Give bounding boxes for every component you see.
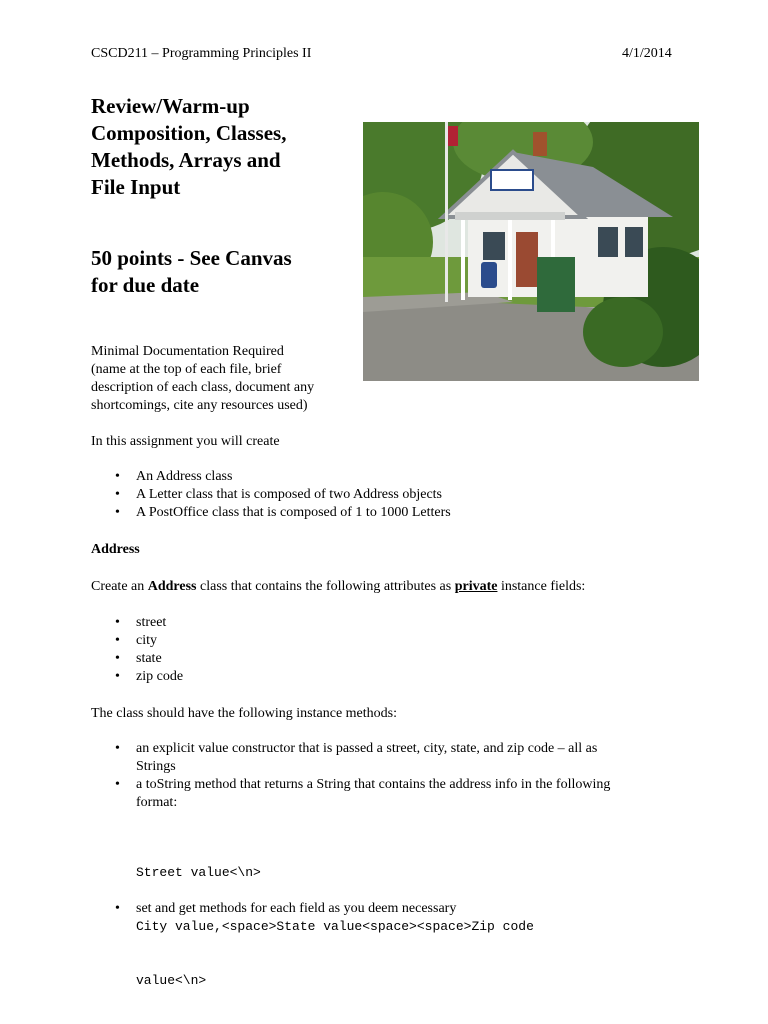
title-line: Composition, Classes, [91, 121, 287, 145]
private-keyword: private [454, 579, 498, 594]
attribute-list [91, 614, 183, 686]
class-name: Address [147, 579, 197, 594]
points-notice [91, 245, 351, 299]
sentence-mid: class that contains the following attributes as [196, 579, 455, 594]
header-date: 4/1/2014 [622, 46, 672, 61]
sentence-pre: Create an [91, 579, 148, 594]
list-item: • set and get methods for each field as you deem necessary [91, 900, 456, 918]
title-line: Methods, Arrays and [91, 148, 281, 172]
doc-line: (name at the top of each file, brief [91, 362, 282, 377]
header-course: CSCD211 – Programming Principles II [91, 46, 312, 61]
list-item: • state [91, 650, 183, 668]
method-list [91, 740, 610, 812]
list-item: • An Address class [91, 468, 451, 486]
doc-line: description of each class, document any [91, 380, 315, 395]
documentation-requirements [91, 343, 351, 415]
title-line: File Input [91, 175, 181, 199]
methods-intro: The class should have the following instance methods: [91, 706, 397, 721]
intro-text: In this assignment you will create [91, 434, 280, 449]
address-sentence [91, 578, 585, 596]
code-line: Street value<\n> [136, 865, 261, 880]
code-line: City value,<space>State value<space><space>Zip code [136, 919, 534, 934]
document-title [91, 93, 351, 201]
final-list [91, 900, 456, 918]
address-heading: Address [91, 542, 140, 557]
item-line: Strings [136, 759, 176, 774]
item-line: • an explicit value constructor that is passed a street, city, state, and zip code – all as [136, 741, 598, 756]
list-item: • zip code [91, 668, 183, 686]
post-office-photo [363, 122, 699, 381]
post-office-illustration [363, 122, 699, 381]
format-code-block [136, 828, 534, 1008]
doc-line: Minimal Documentation Required [91, 344, 284, 359]
code-line: value<\n> [136, 973, 207, 988]
list-item [91, 776, 610, 812]
item-line: • a toString method that returns a String that contains the address info in the following [136, 777, 611, 792]
doc-line: shortcomings, cite any resources used) [91, 398, 308, 413]
list-item [91, 740, 610, 776]
list-item: • A PostOffice class that is composed of 1 to 1000 Letters [91, 504, 451, 522]
points-line: for due date [91, 273, 200, 297]
list-item: • A Letter class that is composed of two Address objects [91, 486, 451, 504]
item-line: format: [136, 795, 178, 810]
sentence-post: instance fields: [497, 579, 586, 594]
list-item: • city [91, 632, 183, 650]
create-list [91, 468, 451, 522]
list-item: • street [91, 614, 183, 632]
points-line: 50 points - See Canvas [91, 246, 292, 270]
title-line: Review/Warm-up [91, 94, 250, 118]
